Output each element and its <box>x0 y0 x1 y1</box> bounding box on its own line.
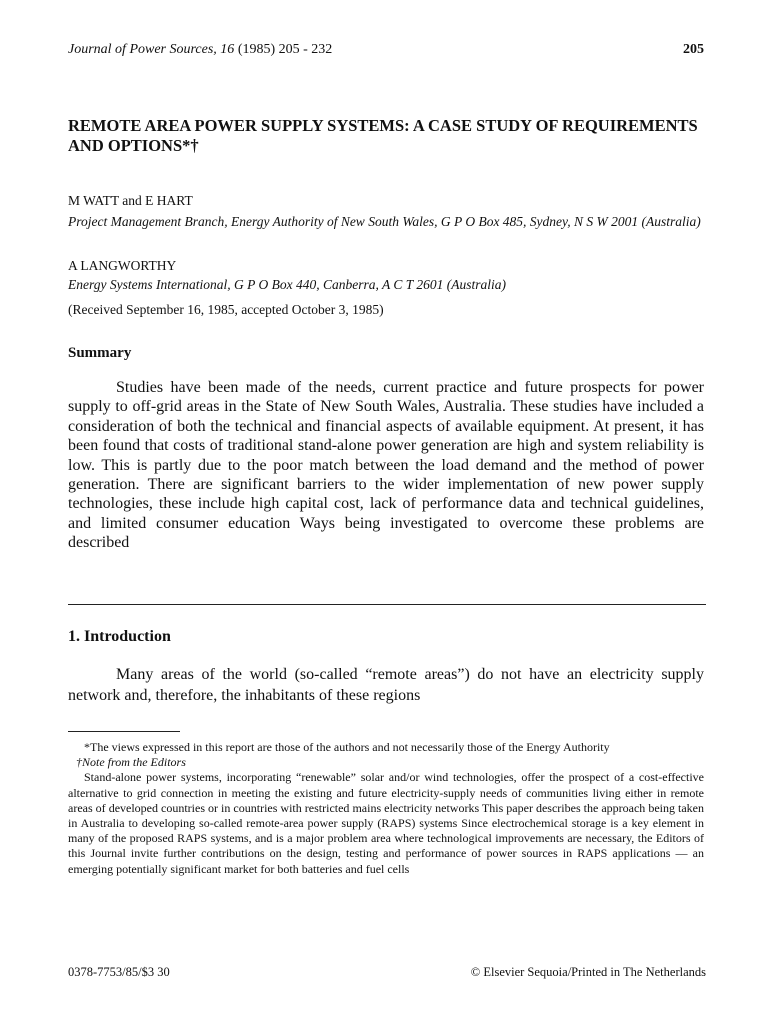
page-number: 205 <box>683 42 704 57</box>
paper-title: REMOTE AREA POWER SUPPLY SYSTEMS: A CASE STUDY OF REQUIREMENTS AND OPTIONS*† <box>68 116 698 155</box>
author-affiliation-1: Project Management Branch, Energy Authority of New South Wales, G P O Box 485, Sydney, N S W 2001 (Australia) <box>68 214 701 229</box>
journal-volume-info: (1985) 205 - 232 <box>237 42 333 57</box>
author-names-2: A LANGWORTHY <box>68 258 177 273</box>
author-names-1: M WATT and E HART <box>68 193 193 208</box>
journal-header <box>68 42 332 58</box>
journal-name: Journal of Power Sources, 16 <box>68 42 235 57</box>
footnote-star: *The views expressed in this report are those of the authors and not necessarily those of the Energy Authority <box>84 740 610 754</box>
footnotes <box>68 740 704 877</box>
summary-text: Studies have been made of the needs, current practice and future prospects for power supply to off-grid areas in the State of New South Wales, Australia. These studies have included a consideration of both the technical and financial aspects of available equipment. At present, it has been found that costs of traditional stand-alone power generation are high and system reliability is low. This is partly due to the poor match between the load demand and the method of power generation. There are significant barriers to the wider implementation of new power supply technologies, these include high capital cost, lack of performance data and technical guidelines, and limited consumer education Ways being investigated to overcome these problems are described <box>68 379 704 552</box>
introduction-text: Many areas of the world (so-called “remote areas”) do not have an electricity supply network and, therefore, the inhabitants of these regions <box>68 666 704 704</box>
footnote-dagger-text: Stand-alone power systems, incorporating “renewable” solar and/or wind technologies, offer the prospect of a cost-effective alternative to grid connection in meeting the existing and future electricity-supply needs of communities living either in remote areas of developed countries or in countries with restricted mains electricity networks This paper describes the approach being taken in Australia to developing so-called remote-area power supply (RAPS) systems Since electrochemical storage is a key element in many of the proposed RAPS systems, and is a major problem area where technological improvements are necessary, the Editors of this Journal invite further contributions on the design, testing and performance of power sources in RAPS applications — an emerging potentially significant market for both batteries and fuel cells <box>68 770 704 876</box>
introduction-heading: 1. Introduction <box>68 628 171 645</box>
footnote-divider <box>68 731 180 732</box>
publisher-line: © Elsevier Sequoia/Printed in The Netherlands <box>470 965 706 979</box>
footnote-dagger-label: †Note from the Editors <box>76 755 186 770</box>
received-dates: (Received September 16, 1985, accepted October 3, 1985) <box>68 302 384 317</box>
summary-heading: Summary <box>68 345 132 361</box>
author-affiliation-2: Energy Systems International, G P O Box 440, Canberra, A C T 2601 (Australia) <box>68 277 506 292</box>
section-divider <box>68 604 706 605</box>
issn-code: 0378-7753/85/$3 30 <box>68 965 170 979</box>
